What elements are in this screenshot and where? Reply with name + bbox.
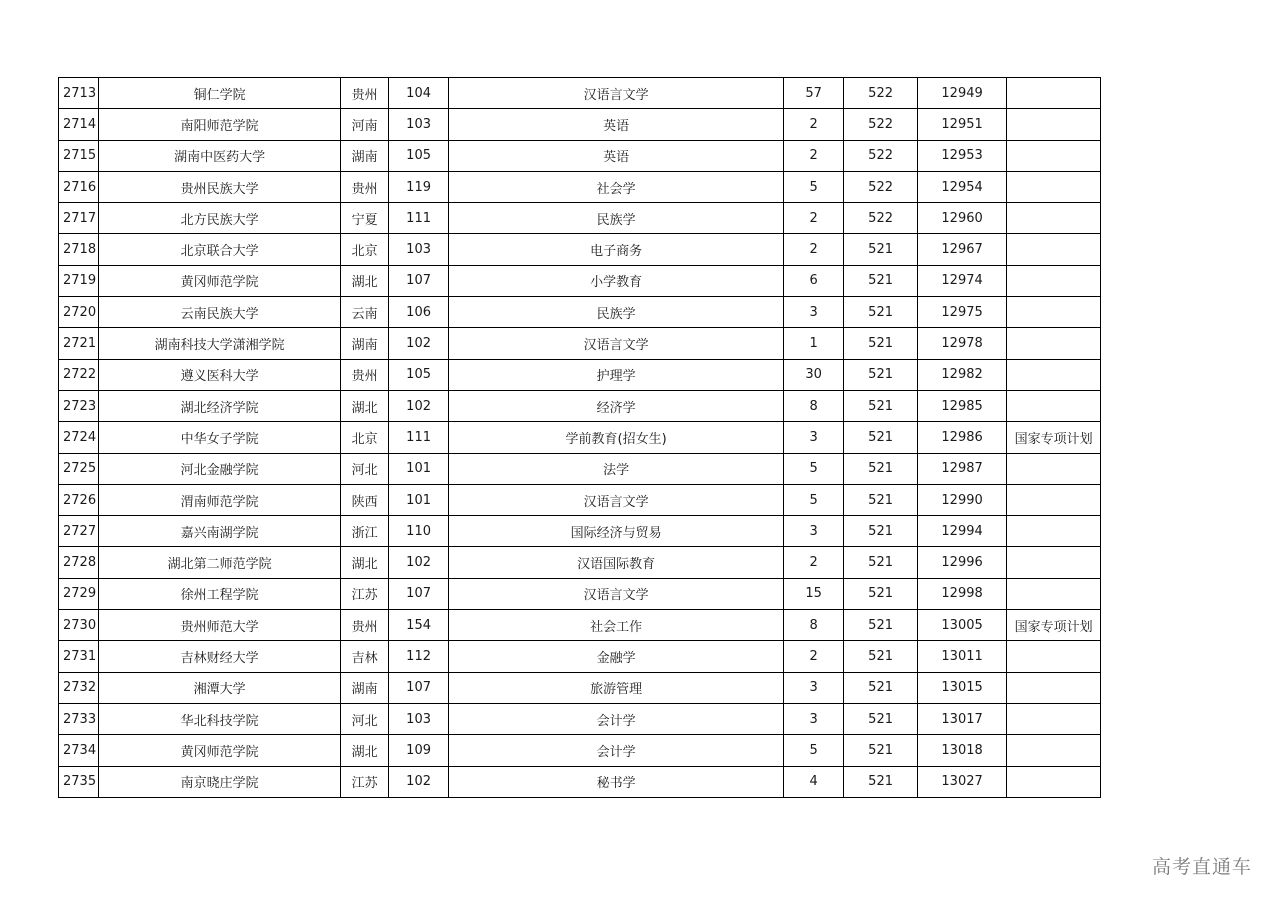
table-row bbox=[59, 78, 1101, 109]
score-cell: 521 bbox=[844, 484, 918, 515]
note-cell bbox=[1007, 359, 1101, 390]
province-cell: 湖北 bbox=[341, 265, 389, 296]
note-cell bbox=[1007, 641, 1101, 672]
province-cell: 湖北 bbox=[341, 735, 389, 766]
major-cell: 汉语言文学 bbox=[449, 78, 784, 109]
school-cell: 华北科技学院 bbox=[99, 703, 341, 734]
seq-cell: 2725 bbox=[59, 453, 99, 484]
note-cell bbox=[1007, 328, 1101, 359]
code-cell: 103 bbox=[389, 109, 449, 140]
note-cell bbox=[1007, 78, 1101, 109]
score-cell: 522 bbox=[844, 78, 918, 109]
province-cell: 湖北 bbox=[341, 547, 389, 578]
code-cell: 112 bbox=[389, 641, 449, 672]
seq-cell: 2734 bbox=[59, 735, 99, 766]
rank-cell: 12960 bbox=[918, 203, 1007, 234]
plan-cell: 2 bbox=[784, 109, 844, 140]
plan-cell: 57 bbox=[784, 78, 844, 109]
plan-cell: 8 bbox=[784, 390, 844, 421]
province-cell: 吉林 bbox=[341, 641, 389, 672]
rank-cell: 12978 bbox=[918, 328, 1007, 359]
score-cell: 521 bbox=[844, 297, 918, 328]
rank-cell: 12987 bbox=[918, 453, 1007, 484]
school-cell: 遵义医科大学 bbox=[99, 359, 341, 390]
code-cell: 102 bbox=[389, 547, 449, 578]
seq-cell: 2715 bbox=[59, 140, 99, 171]
major-cell: 汉语言文学 bbox=[449, 328, 784, 359]
rank-cell: 12996 bbox=[918, 547, 1007, 578]
score-cell: 521 bbox=[844, 453, 918, 484]
code-cell: 105 bbox=[389, 359, 449, 390]
table-row bbox=[59, 516, 1101, 547]
rank-cell: 13005 bbox=[918, 610, 1007, 641]
score-cell: 522 bbox=[844, 203, 918, 234]
note-cell bbox=[1007, 547, 1101, 578]
note-cell bbox=[1007, 297, 1101, 328]
plan-cell: 2 bbox=[784, 547, 844, 578]
plan-cell: 3 bbox=[784, 672, 844, 703]
province-cell: 北京 bbox=[341, 422, 389, 453]
school-cell: 南阳师范学院 bbox=[99, 109, 341, 140]
plan-cell: 2 bbox=[784, 234, 844, 265]
code-cell: 102 bbox=[389, 390, 449, 421]
province-cell: 贵州 bbox=[341, 78, 389, 109]
table-row bbox=[59, 328, 1101, 359]
major-cell: 民族学 bbox=[449, 297, 784, 328]
school-cell: 徐州工程学院 bbox=[99, 578, 341, 609]
school-cell: 云南民族大学 bbox=[99, 297, 341, 328]
major-cell: 学前教育(招女生) bbox=[449, 422, 784, 453]
province-cell: 贵州 bbox=[341, 610, 389, 641]
school-cell: 湖南科技大学潇湘学院 bbox=[99, 328, 341, 359]
province-cell: 贵州 bbox=[341, 171, 389, 202]
table-row bbox=[59, 641, 1101, 672]
major-cell: 汉语言文学 bbox=[449, 484, 784, 515]
code-cell: 154 bbox=[389, 610, 449, 641]
seq-cell: 2730 bbox=[59, 610, 99, 641]
rank-cell: 13015 bbox=[918, 672, 1007, 703]
code-cell: 106 bbox=[389, 297, 449, 328]
seq-cell: 2718 bbox=[59, 234, 99, 265]
school-cell: 湖北第二师范学院 bbox=[99, 547, 341, 578]
note-cell bbox=[1007, 453, 1101, 484]
code-cell: 104 bbox=[389, 78, 449, 109]
rank-cell: 12974 bbox=[918, 265, 1007, 296]
note-cell bbox=[1007, 766, 1101, 797]
code-cell: 111 bbox=[389, 422, 449, 453]
note-cell bbox=[1007, 265, 1101, 296]
score-cell: 521 bbox=[844, 672, 918, 703]
plan-cell: 2 bbox=[784, 140, 844, 171]
note-cell: 国家专项计划 bbox=[1007, 422, 1101, 453]
school-cell: 中华女子学院 bbox=[99, 422, 341, 453]
plan-cell: 5 bbox=[784, 484, 844, 515]
major-cell: 民族学 bbox=[449, 203, 784, 234]
province-cell: 云南 bbox=[341, 297, 389, 328]
table-row bbox=[59, 297, 1101, 328]
seq-cell: 2731 bbox=[59, 641, 99, 672]
rank-cell: 12967 bbox=[918, 234, 1007, 265]
school-cell: 河北金融学院 bbox=[99, 453, 341, 484]
plan-cell: 30 bbox=[784, 359, 844, 390]
table-row bbox=[59, 390, 1101, 421]
seq-cell: 2720 bbox=[59, 297, 99, 328]
plan-cell: 5 bbox=[784, 453, 844, 484]
score-cell: 521 bbox=[844, 422, 918, 453]
province-cell: 江苏 bbox=[341, 766, 389, 797]
major-cell: 电子商务 bbox=[449, 234, 784, 265]
score-cell: 521 bbox=[844, 578, 918, 609]
plan-cell: 2 bbox=[784, 641, 844, 672]
plan-cell: 6 bbox=[784, 265, 844, 296]
major-cell: 会计学 bbox=[449, 735, 784, 766]
code-cell: 103 bbox=[389, 234, 449, 265]
plan-cell: 3 bbox=[784, 297, 844, 328]
province-cell: 北京 bbox=[341, 234, 389, 265]
major-cell: 汉语言文学 bbox=[449, 578, 784, 609]
plan-cell: 3 bbox=[784, 516, 844, 547]
note-cell: 国家专项计划 bbox=[1007, 610, 1101, 641]
major-cell: 社会学 bbox=[449, 171, 784, 202]
province-cell: 浙江 bbox=[341, 516, 389, 547]
plan-cell: 3 bbox=[784, 703, 844, 734]
table-row bbox=[59, 203, 1101, 234]
plan-cell: 2 bbox=[784, 203, 844, 234]
seq-cell: 2732 bbox=[59, 672, 99, 703]
admission-table bbox=[58, 77, 1101, 798]
school-cell: 南京晓庄学院 bbox=[99, 766, 341, 797]
seq-cell: 2733 bbox=[59, 703, 99, 734]
province-cell: 湖南 bbox=[341, 140, 389, 171]
plan-cell: 8 bbox=[784, 610, 844, 641]
major-cell: 会计学 bbox=[449, 703, 784, 734]
plan-cell: 1 bbox=[784, 328, 844, 359]
rank-cell: 13018 bbox=[918, 735, 1007, 766]
code-cell: 107 bbox=[389, 578, 449, 609]
note-cell bbox=[1007, 171, 1101, 202]
rank-cell: 13011 bbox=[918, 641, 1007, 672]
score-cell: 521 bbox=[844, 641, 918, 672]
score-cell: 521 bbox=[844, 735, 918, 766]
seq-cell: 2727 bbox=[59, 516, 99, 547]
table-row bbox=[59, 359, 1101, 390]
score-cell: 521 bbox=[844, 516, 918, 547]
code-cell: 101 bbox=[389, 484, 449, 515]
rank-cell: 12982 bbox=[918, 359, 1007, 390]
note-cell bbox=[1007, 578, 1101, 609]
rank-cell: 12951 bbox=[918, 109, 1007, 140]
watermark-text: 高考直通车 bbox=[1151, 856, 1252, 878]
seq-cell: 2721 bbox=[59, 328, 99, 359]
province-cell: 湖南 bbox=[341, 328, 389, 359]
table-row bbox=[59, 672, 1101, 703]
rank-cell: 12990 bbox=[918, 484, 1007, 515]
province-cell: 湖南 bbox=[341, 672, 389, 703]
score-cell: 521 bbox=[844, 328, 918, 359]
seq-cell: 2714 bbox=[59, 109, 99, 140]
rank-cell: 12985 bbox=[918, 390, 1007, 421]
score-cell: 521 bbox=[844, 265, 918, 296]
note-cell bbox=[1007, 109, 1101, 140]
province-cell: 河北 bbox=[341, 703, 389, 734]
school-cell: 北京联合大学 bbox=[99, 234, 341, 265]
major-cell: 法学 bbox=[449, 453, 784, 484]
seq-cell: 2726 bbox=[59, 484, 99, 515]
rank-cell: 13027 bbox=[918, 766, 1007, 797]
code-cell: 103 bbox=[389, 703, 449, 734]
major-cell: 社会工作 bbox=[449, 610, 784, 641]
plan-cell: 5 bbox=[784, 735, 844, 766]
score-cell: 521 bbox=[844, 766, 918, 797]
seq-cell: 2717 bbox=[59, 203, 99, 234]
school-cell: 北方民族大学 bbox=[99, 203, 341, 234]
school-cell: 湖北经济学院 bbox=[99, 390, 341, 421]
score-cell: 521 bbox=[844, 703, 918, 734]
major-cell: 护理学 bbox=[449, 359, 784, 390]
province-cell: 湖北 bbox=[341, 390, 389, 421]
code-cell: 107 bbox=[389, 672, 449, 703]
table-row bbox=[59, 265, 1101, 296]
province-cell: 贵州 bbox=[341, 359, 389, 390]
code-cell: 102 bbox=[389, 328, 449, 359]
school-cell: 贵州师范大学 bbox=[99, 610, 341, 641]
note-cell bbox=[1007, 390, 1101, 421]
seq-cell: 2724 bbox=[59, 422, 99, 453]
school-cell: 渭南师范学院 bbox=[99, 484, 341, 515]
major-cell: 经济学 bbox=[449, 390, 784, 421]
school-cell: 铜仁学院 bbox=[99, 78, 341, 109]
note-cell bbox=[1007, 234, 1101, 265]
rank-cell: 13017 bbox=[918, 703, 1007, 734]
table-row bbox=[59, 109, 1101, 140]
code-cell: 110 bbox=[389, 516, 449, 547]
seq-cell: 2729 bbox=[59, 578, 99, 609]
code-cell: 119 bbox=[389, 171, 449, 202]
table-row bbox=[59, 422, 1101, 453]
seq-cell: 2713 bbox=[59, 78, 99, 109]
code-cell: 109 bbox=[389, 735, 449, 766]
major-cell: 国际经济与贸易 bbox=[449, 516, 784, 547]
major-cell: 汉语国际教育 bbox=[449, 547, 784, 578]
school-cell: 湖南中医药大学 bbox=[99, 140, 341, 171]
major-cell: 金融学 bbox=[449, 641, 784, 672]
province-cell: 河北 bbox=[341, 453, 389, 484]
plan-cell: 3 bbox=[784, 422, 844, 453]
score-cell: 522 bbox=[844, 109, 918, 140]
note-cell bbox=[1007, 484, 1101, 515]
school-cell: 黄冈师范学院 bbox=[99, 735, 341, 766]
table-row bbox=[59, 547, 1101, 578]
major-cell: 英语 bbox=[449, 109, 784, 140]
seq-cell: 2728 bbox=[59, 547, 99, 578]
note-cell bbox=[1007, 203, 1101, 234]
rank-cell: 12975 bbox=[918, 297, 1007, 328]
code-cell: 102 bbox=[389, 766, 449, 797]
score-cell: 522 bbox=[844, 140, 918, 171]
table-row bbox=[59, 703, 1101, 734]
seq-cell: 2735 bbox=[59, 766, 99, 797]
score-cell: 521 bbox=[844, 234, 918, 265]
code-cell: 101 bbox=[389, 453, 449, 484]
table-body bbox=[59, 78, 1101, 798]
major-cell: 旅游管理 bbox=[449, 672, 784, 703]
note-cell bbox=[1007, 140, 1101, 171]
rank-cell: 12994 bbox=[918, 516, 1007, 547]
school-cell: 贵州民族大学 bbox=[99, 171, 341, 202]
province-cell: 河南 bbox=[341, 109, 389, 140]
rank-cell: 12986 bbox=[918, 422, 1007, 453]
score-cell: 521 bbox=[844, 610, 918, 641]
score-cell: 522 bbox=[844, 171, 918, 202]
major-cell: 英语 bbox=[449, 140, 784, 171]
school-cell: 嘉兴南湖学院 bbox=[99, 516, 341, 547]
score-cell: 521 bbox=[844, 547, 918, 578]
table-row bbox=[59, 610, 1101, 641]
table-row bbox=[59, 484, 1101, 515]
plan-cell: 15 bbox=[784, 578, 844, 609]
score-cell: 521 bbox=[844, 390, 918, 421]
table-row bbox=[59, 766, 1101, 797]
seq-cell: 2723 bbox=[59, 390, 99, 421]
rank-cell: 12949 bbox=[918, 78, 1007, 109]
province-cell: 宁夏 bbox=[341, 203, 389, 234]
table-row bbox=[59, 234, 1101, 265]
note-cell bbox=[1007, 672, 1101, 703]
code-cell: 107 bbox=[389, 265, 449, 296]
major-cell: 小学教育 bbox=[449, 265, 784, 296]
table-row bbox=[59, 140, 1101, 171]
seq-cell: 2719 bbox=[59, 265, 99, 296]
plan-cell: 5 bbox=[784, 171, 844, 202]
score-cell: 521 bbox=[844, 359, 918, 390]
rank-cell: 12954 bbox=[918, 171, 1007, 202]
province-cell: 陕西 bbox=[341, 484, 389, 515]
rank-cell: 12998 bbox=[918, 578, 1007, 609]
seq-cell: 2716 bbox=[59, 171, 99, 202]
table-row bbox=[59, 453, 1101, 484]
school-cell: 黄冈师范学院 bbox=[99, 265, 341, 296]
plan-cell: 4 bbox=[784, 766, 844, 797]
note-cell bbox=[1007, 516, 1101, 547]
province-cell: 江苏 bbox=[341, 578, 389, 609]
code-cell: 111 bbox=[389, 203, 449, 234]
school-cell: 湘潭大学 bbox=[99, 672, 341, 703]
code-cell: 105 bbox=[389, 140, 449, 171]
school-cell: 吉林财经大学 bbox=[99, 641, 341, 672]
seq-cell: 2722 bbox=[59, 359, 99, 390]
table-row bbox=[59, 171, 1101, 202]
rank-cell: 12953 bbox=[918, 140, 1007, 171]
note-cell bbox=[1007, 735, 1101, 766]
table-row bbox=[59, 578, 1101, 609]
major-cell: 秘书学 bbox=[449, 766, 784, 797]
table-row bbox=[59, 735, 1101, 766]
note-cell bbox=[1007, 703, 1101, 734]
